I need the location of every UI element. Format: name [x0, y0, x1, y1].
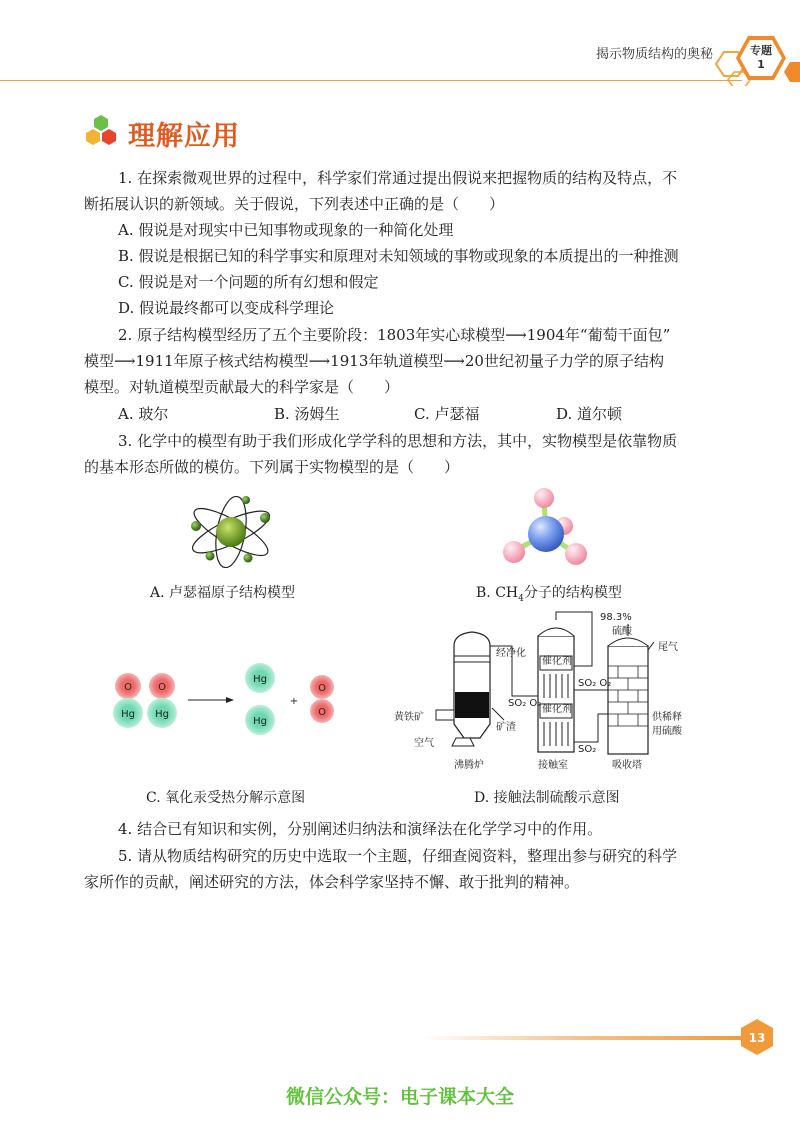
tail-gas-label: 尾气 [658, 642, 678, 653]
q3-line2: 的基本形态所做的模仿。下列属于实物模型的是（ ） [84, 458, 460, 476]
q2-option-b: B. 汤姆生 [274, 405, 340, 423]
slag-label: 矿渣 [496, 722, 516, 733]
catalyst-label: 催化剂 [542, 656, 572, 667]
q3-caption-a: A. 卢瑟福原子结构模型 [150, 585, 296, 601]
atom-o-label: O [318, 707, 326, 718]
q1-option-a: A. 假说是对现实中已知事物或现象的一种简化处理 [118, 221, 454, 239]
q5-line2: 家所作的贡献，阐述研究的方法，体会科学家坚持不懈、敢于批判的精神。 [84, 873, 580, 891]
footer-watermark: 微信公众号：电子课本大全 [285, 1086, 514, 1108]
so2-o2-label: SO₂ O₂ [578, 678, 612, 689]
page-number-bar [420, 1036, 750, 1040]
q3-caption-b: B. $CH_4$分子的结构模型 [476, 585, 622, 604]
ch4-model-figure [498, 484, 594, 574]
q2-option-a: A. 玻尔 [118, 405, 169, 423]
q2-line1: 2. 原子结构模型经历了五个主要阶段：1803年实心球模型⟶1904年“葡萄干面包” [118, 326, 671, 344]
page-number-hexagon [738, 1018, 776, 1056]
air-label: 空气 [414, 738, 434, 749]
atom-o-label: O [124, 682, 132, 693]
atom-hg-label: Hg [253, 674, 267, 685]
header-rule [0, 80, 742, 81]
book-title: 揭示物质结构的奥秘 [596, 47, 714, 62]
contact-process-figure [392, 606, 722, 776]
chapter-hexagon-badge [706, 22, 800, 86]
q1-option-b: B. 假说是根据已知的科学事实和原理对未知领域的事物或现象的本质提出的一种推测 [118, 247, 679, 265]
dilute-label-2: 用硫酸 [652, 726, 682, 737]
atom-o-label: O [158, 682, 166, 693]
atom-hg-label: Hg [121, 709, 135, 720]
chapter-tag-text: 专题 [750, 44, 772, 57]
atom-o-label: O [318, 683, 326, 694]
so2-label: SO₂ [578, 744, 597, 755]
q2-line2: 模型⟶1911年原子核式结构模型⟶1913年轨道模型⟶20世纪初量子力学的原子结构 [84, 352, 664, 370]
page-number: 13 [748, 1031, 766, 1045]
plus-sign: + [289, 696, 299, 707]
q2-option-d: D. 道尔顿 [556, 405, 623, 423]
q4-text: 4. 结合已有知识和实例，分别阐述归纳法和演绎法在化学学习中的作用。 [118, 820, 603, 838]
contact-chamber-label: 接触室 [538, 760, 568, 771]
q3-caption-d: D. 接触法制硫酸示意图 [474, 790, 620, 806]
dilute-label-1: 供稀释 [652, 712, 682, 723]
q1-line2: 断拓展认识的新领域。关于假说，下列表述中正确的是（ ） [84, 195, 505, 213]
chapter-tag-number: 1 [757, 58, 765, 71]
pyrite-label: 黄铁矿 [394, 712, 424, 723]
acid-label: 硫酸 [612, 626, 632, 637]
section-title: 理解应用 [128, 121, 240, 152]
acid-concentration-label: 98.3% [600, 612, 632, 623]
q3-caption-c: C. 氧化汞受热分解示意图 [146, 790, 306, 806]
absorption-tower-label: 吸收塔 [612, 760, 642, 771]
rutherford-atom-figure [186, 496, 276, 568]
q5-line1: 5. 请从物质结构研究的历史中选取一个主题，仔细查阅资料，整理出参与研究的科学 [118, 847, 678, 865]
q1-option-c: C. 假说是对一个问题的所有幻想和假定 [118, 273, 379, 291]
q1-line1: 1. 在探索微观世界的过程中，科学家们常通过提出假说来把握物质的结构及特点，不 [118, 169, 678, 187]
purified-label: 经净化 [496, 648, 526, 659]
atom-hg-label: Hg [155, 709, 169, 720]
atom-hg-label: Hg [253, 716, 267, 727]
q2-line3: 模型。对轨道模型贡献最大的科学家是（ ） [84, 378, 400, 396]
hexagons-icon [84, 114, 118, 146]
hgo-decomposition-figure [108, 662, 348, 746]
q2-option-c: C. 卢瑟福 [414, 405, 480, 423]
so2-o2-label-2: SO₂ O₂ [508, 698, 542, 709]
q3-line1: 3. 化学中的模型有助于我们形成化学学科的思想和方法，其中，实物模型是依靠物质 [118, 432, 678, 450]
q1-option-d: D. 假说最终都可以变成科学理论 [118, 299, 335, 317]
catalyst-label: 催化剂 [542, 704, 572, 715]
furnace-label: 沸腾炉 [454, 760, 484, 771]
